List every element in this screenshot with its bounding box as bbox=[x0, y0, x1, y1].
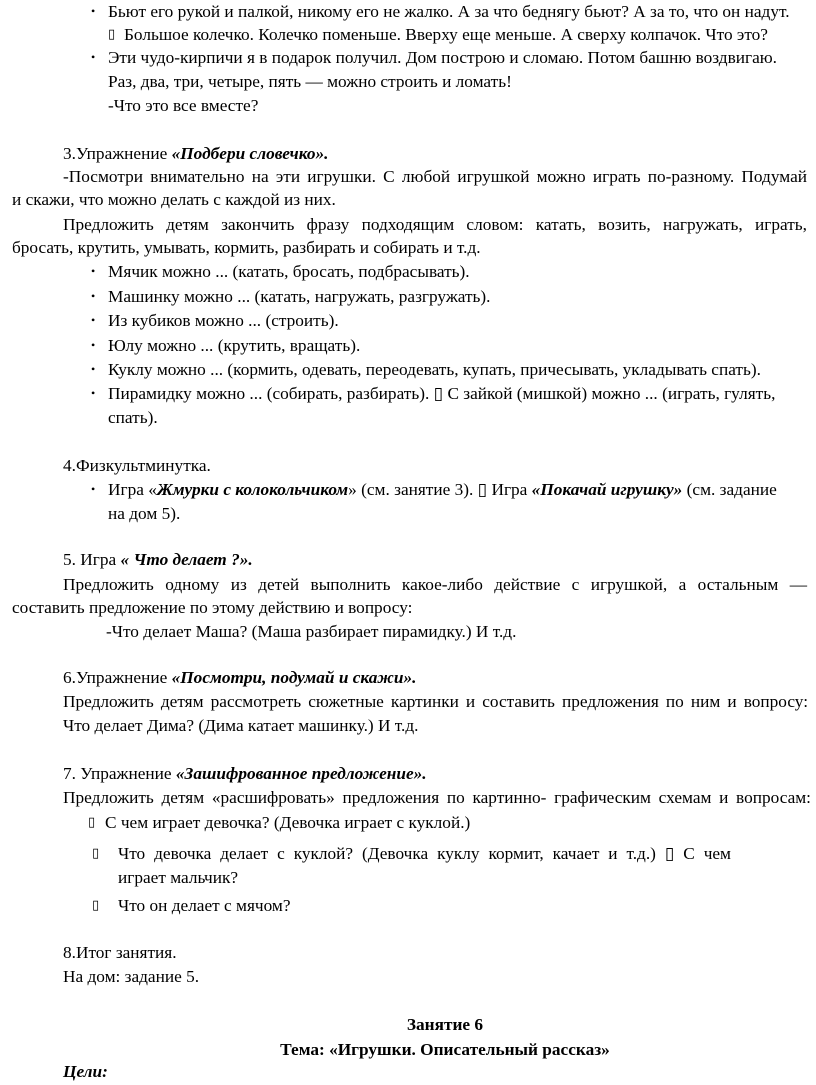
lesson-title: Занятие 6 bbox=[406, 1015, 484, 1034]
ex5-example: -Что делает Маша? (Маша разбирает пирамидку.) И т.д. bbox=[106, 622, 517, 641]
box-glyph: ▯ bbox=[108, 27, 116, 42]
ex3-paragraph-1-line-1: -Посмотри внимательно на эти игрушки. С любой игрушкой можно играть по-разному. Подумай bbox=[63, 167, 807, 186]
question-all: -Что это все вместе? bbox=[108, 96, 259, 115]
list-item-cont: спать). bbox=[108, 408, 158, 427]
ex7-question-3: Что он делает с мячом? bbox=[118, 896, 291, 915]
bullet: • bbox=[91, 289, 96, 303]
ex6-paragraph-line-2: Что делает Дима? (Дима катает машинку.) И т.д. bbox=[63, 716, 419, 735]
bullet: • bbox=[91, 386, 96, 400]
riddle-pyramid: Большое колечко. Колечко поменьше. Вверху еще меньше. А сверху колпачок. Что это? bbox=[124, 25, 768, 44]
ex4-games-cont: на дом 5). bbox=[108, 504, 181, 523]
ex8-homework: На дом: задание 5. bbox=[63, 967, 200, 986]
ex3-paragraph-2-line-1: Предложить детям закончить фразу подходящим словом: катать, возить, нагружать, играть, bbox=[63, 215, 807, 234]
ex4-games: Игра «Жмурки с колокольчиком» (см. занятие 3). ▯ Игра «Покачай игрушку» (см. задание bbox=[108, 480, 777, 499]
ex5-paragraph-line-1: Предложить одному из детей выполнить какое-либо действие с игрушкой, а остальным — bbox=[63, 575, 807, 594]
box-glyph: ▯ bbox=[88, 815, 96, 830]
ex3-paragraph-1-line-2: и скажи, что можно делать с каждой из них. bbox=[12, 190, 336, 209]
list-item: Из кубиков можно ... (строить). bbox=[108, 311, 339, 330]
box-glyph: ▯ bbox=[92, 898, 100, 913]
bullet: • bbox=[91, 338, 96, 352]
ex7-question-2-cont: играет мальчик? bbox=[118, 868, 239, 887]
list-item: Куклу можно ... (кормить, одевать, переодевать, купать, причесывать, укладывать спать). bbox=[108, 360, 761, 379]
list-item: Машинку можно ... (катать, нагружать, разгружать). bbox=[108, 287, 491, 306]
bullet: • bbox=[91, 482, 96, 496]
list-item: Мячик можно ... (катать, бросать, подбрасывать). bbox=[108, 262, 470, 281]
bullet: • bbox=[91, 50, 96, 64]
ex7-question-2: Что девочка делает с куклой? (Девочка куклу кормит, качает и т.д.) ▯ С чем bbox=[118, 844, 731, 863]
bullet: • bbox=[91, 4, 96, 18]
ex7-heading: 7. Упражнение «Зашифрованное предложение». bbox=[63, 764, 427, 783]
bullet: • bbox=[91, 264, 96, 278]
riddle-blocks-cont: Раз, два, три, четыре, пять — можно строить и ломать! bbox=[108, 72, 512, 91]
box-glyph: ▯ bbox=[92, 846, 100, 861]
ex5-heading: 5. Игра « Что делает ?». bbox=[63, 550, 253, 569]
ex3-paragraph-2-line-2: бросать, крутить, умывать, кормить, разбирать и собирать и т.д. bbox=[12, 238, 481, 257]
lesson-goals: Цели: bbox=[63, 1062, 108, 1081]
riddle-ball: Бьют его рукой и палкой, никому его не жалко. А за что беднягу бьют? А за то, что он надут. bbox=[108, 2, 790, 21]
ex4-heading: 4.Физкультминутка. bbox=[63, 456, 211, 475]
ex6-paragraph-line-1: Предложить детям рассмотреть сюжетные картинки и составить предложения по ним и вопросу: bbox=[63, 692, 808, 711]
ex7-question-1: С чем играет девочка? (Девочка играет с куклой.) bbox=[105, 813, 471, 832]
list-item: Юлу можно ... (крутить, вращать). bbox=[108, 336, 361, 355]
ex3-heading: 3.Упражнение «Подбери словечко». bbox=[63, 144, 329, 163]
ex6-heading: 6.Упражнение «Посмотри, подумай и скажи». bbox=[63, 668, 417, 687]
riddle-blocks: Эти чудо-кирпичи я в подарок получил. Дом построю и сломаю. Потом башню воздвигаю. bbox=[108, 48, 777, 67]
ex5-paragraph-line-2: составить предложение по этому действию и вопросу: bbox=[12, 598, 413, 617]
bullet: • bbox=[91, 362, 96, 376]
lesson-topic: Тема: «Игрушки. Описательный рассказ» bbox=[280, 1040, 610, 1059]
bullet: • bbox=[91, 313, 96, 327]
list-item: Пирамидку можно ... (собирать, разбирать). ▯ С зайкой (мишкой) можно ... (играть, гулять, bbox=[108, 384, 776, 403]
ex8-heading: 8.Итог занятия. bbox=[63, 943, 177, 962]
ex7-paragraph: Предложить детям «расшифровать» предложения по картинно- графическим схемам и вопросам: bbox=[63, 788, 811, 807]
